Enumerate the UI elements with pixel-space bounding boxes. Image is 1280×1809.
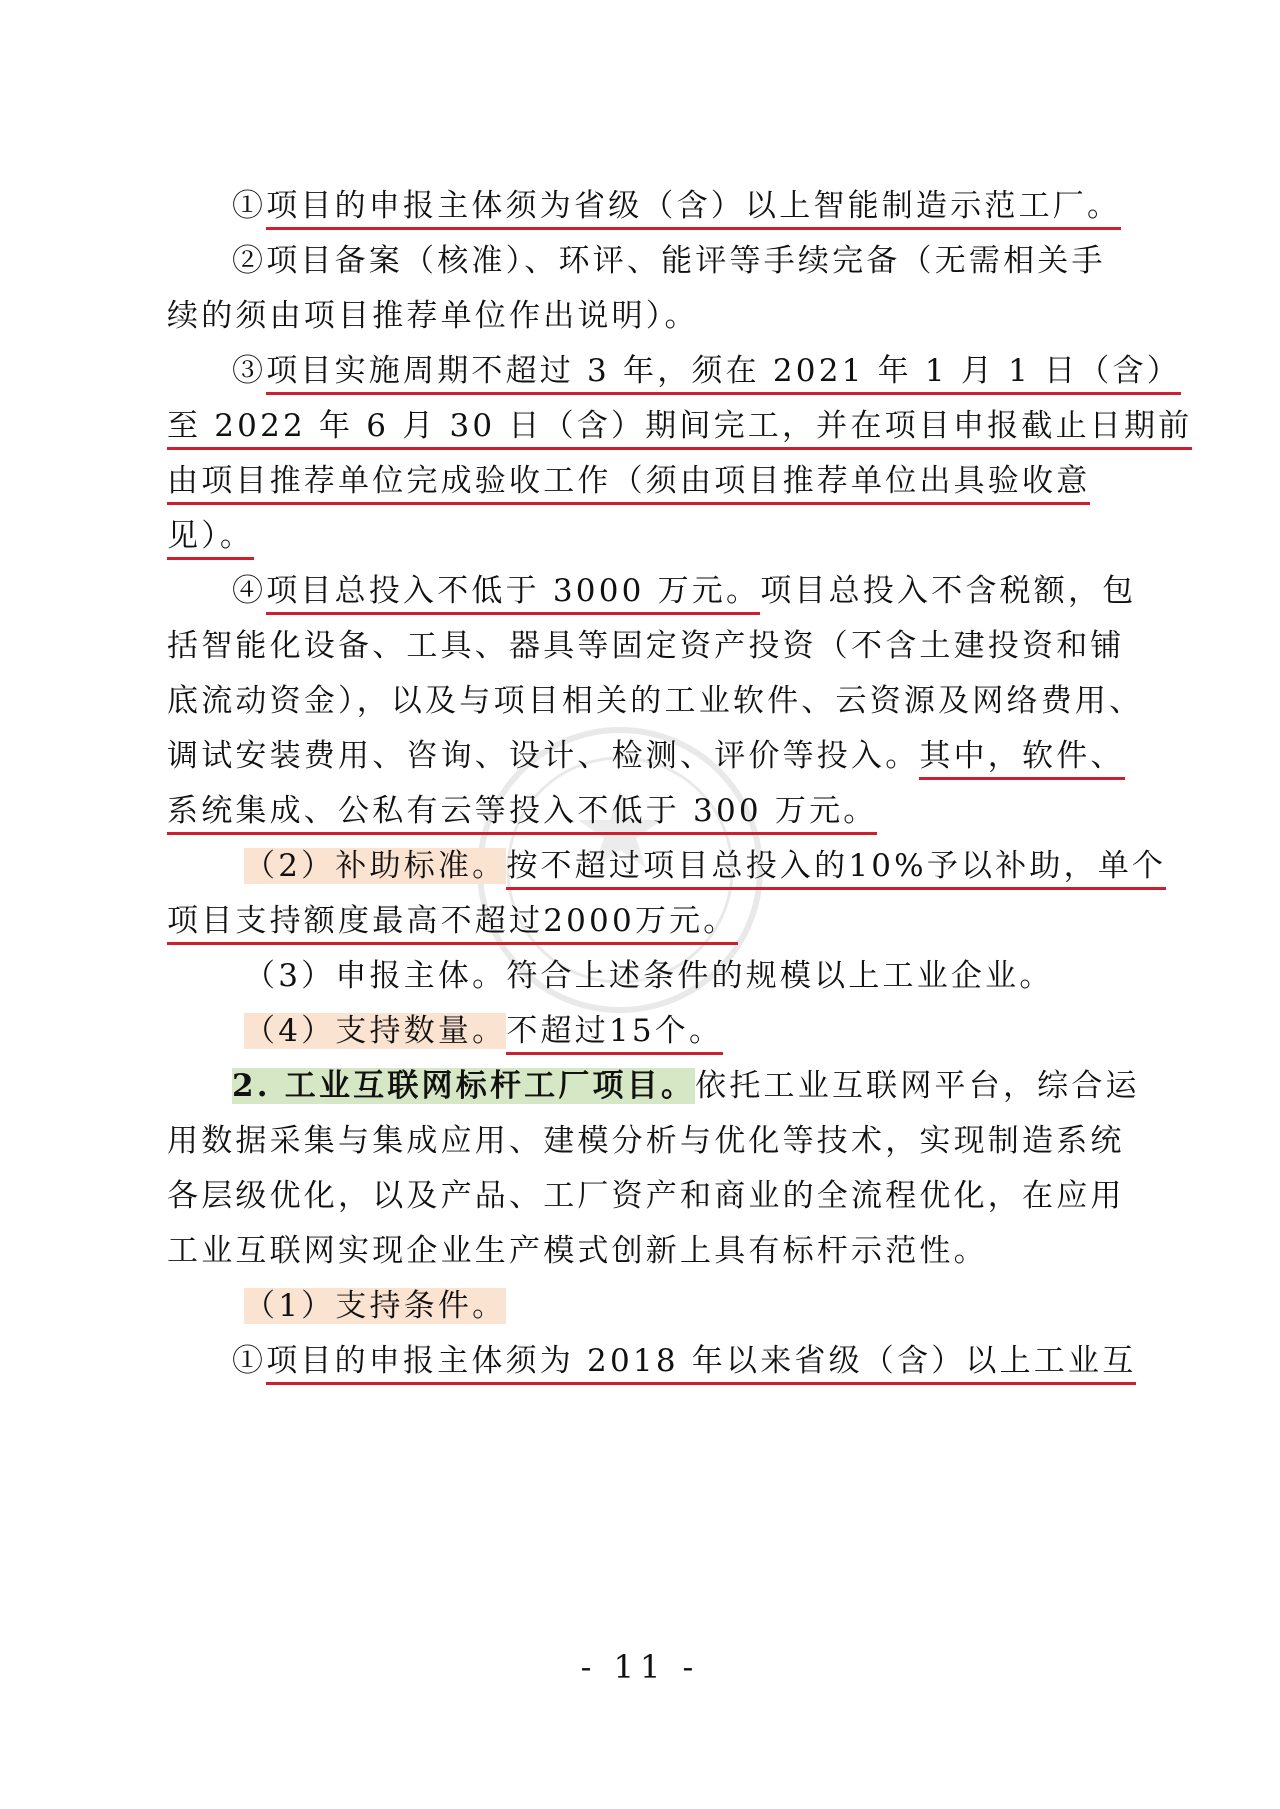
section-2-line-1 xyxy=(232,1064,1140,1108)
section-2-line-3: 各层级优化，以及产品、工厂资产和商业的全流程优化，在应用 xyxy=(167,1178,1125,1214)
underlined-text: 项目总投入不低于 3000 万元。 xyxy=(266,573,760,615)
item-marker: ① xyxy=(232,1343,267,1379)
underlined-text: 项目支持额度最高不超过2000万元。 xyxy=(167,903,738,945)
applicant-line: （3）申报主体。符合上述条件的规模以上工业企业。 xyxy=(244,958,1054,994)
support-conditions-line xyxy=(244,1284,506,1328)
paragraph-2-line-2: 续的须由项目推荐单位作出说明）。 xyxy=(167,298,699,334)
section-2-line-4: 工业互联网实现企业生产模式创新上具有标杆示范性。 xyxy=(167,1233,988,1269)
paragraph-1 xyxy=(232,184,1121,228)
underlined-text: 其中，软件、 xyxy=(919,738,1124,780)
quantity-line xyxy=(244,1009,723,1053)
highlighted-label: （1）支持条件。 xyxy=(244,1288,507,1324)
underlined-text: 见）。 xyxy=(167,518,254,560)
item-marker: ④ xyxy=(232,573,267,609)
paragraph-3-line-1 xyxy=(232,349,1181,393)
paragraph-3-line-3 xyxy=(167,459,1090,503)
underlined-text: 按不超过项目总投入的10%予以补助，单个 xyxy=(506,848,1166,890)
paragraph-3-line-4 xyxy=(167,514,254,558)
paragraph-3-line-2 xyxy=(167,404,1192,448)
underlined-text: 项目的申报主体须为 2018 年以来省级（含）以上工业互 xyxy=(266,1343,1136,1385)
highlighted-label: （4）支持数量。 xyxy=(244,1013,507,1049)
paragraph-4-line-1 xyxy=(232,569,1136,613)
subsidy-line-2 xyxy=(167,899,738,943)
plain-text: 依托工业互联网平台，综合运 xyxy=(695,1068,1140,1104)
plain-text: 项目总投入不含税额，包 xyxy=(760,573,1137,609)
underlined-text: 不超过15个。 xyxy=(506,1013,723,1055)
paragraph-4-line-2: 括智能化设备、工具、器具等固定资产投资（不含土建投资和铺 xyxy=(167,628,1125,664)
paragraph-2-line-1: ②项目备案（核准）、环评、能评等手续完备（无需相关手 xyxy=(232,243,1106,279)
condition-1-line xyxy=(232,1339,1136,1383)
paragraph-4-line-4 xyxy=(167,734,1125,778)
underlined-text: 系统集成、公私有云等投入不低于 300 万元。 xyxy=(167,793,877,835)
underlined-text: 项目的申报主体须为省级（含）以上智能制造示范工厂。 xyxy=(266,188,1121,230)
paragraph-4-line-3: 底流动资金），以及与项目相关的工业软件、云资源及网络费用、 xyxy=(167,683,1144,719)
page-number: - 11 - xyxy=(580,1648,700,1686)
subsidy-line-1 xyxy=(244,844,1166,888)
section-heading: 2. 工业互联网标杆工厂项目。 xyxy=(232,1068,696,1104)
underlined-text: 项目实施周期不超过 3 年，须在 2021 年 1 月 1 日（含） xyxy=(266,353,1181,395)
section-2-line-2: 用数据采集与集成应用、建模分析与优化等技术，实现制造系统 xyxy=(167,1123,1125,1159)
item-marker: ① xyxy=(232,188,267,224)
underlined-text: 至 2022 年 6 月 30 日（含）期间完工，并在项目申报截止日期前 xyxy=(167,408,1192,450)
paragraph-4-line-5 xyxy=(167,789,877,833)
underlined-text: 由项目推荐单位完成验收工作（须由项目推荐单位出具验收意 xyxy=(167,463,1090,505)
highlighted-label: （2）补助标准。 xyxy=(244,848,507,884)
plain-text: 调试安装费用、咨询、设计、检测、评价等投入。 xyxy=(167,738,920,774)
item-marker: ③ xyxy=(232,353,267,389)
